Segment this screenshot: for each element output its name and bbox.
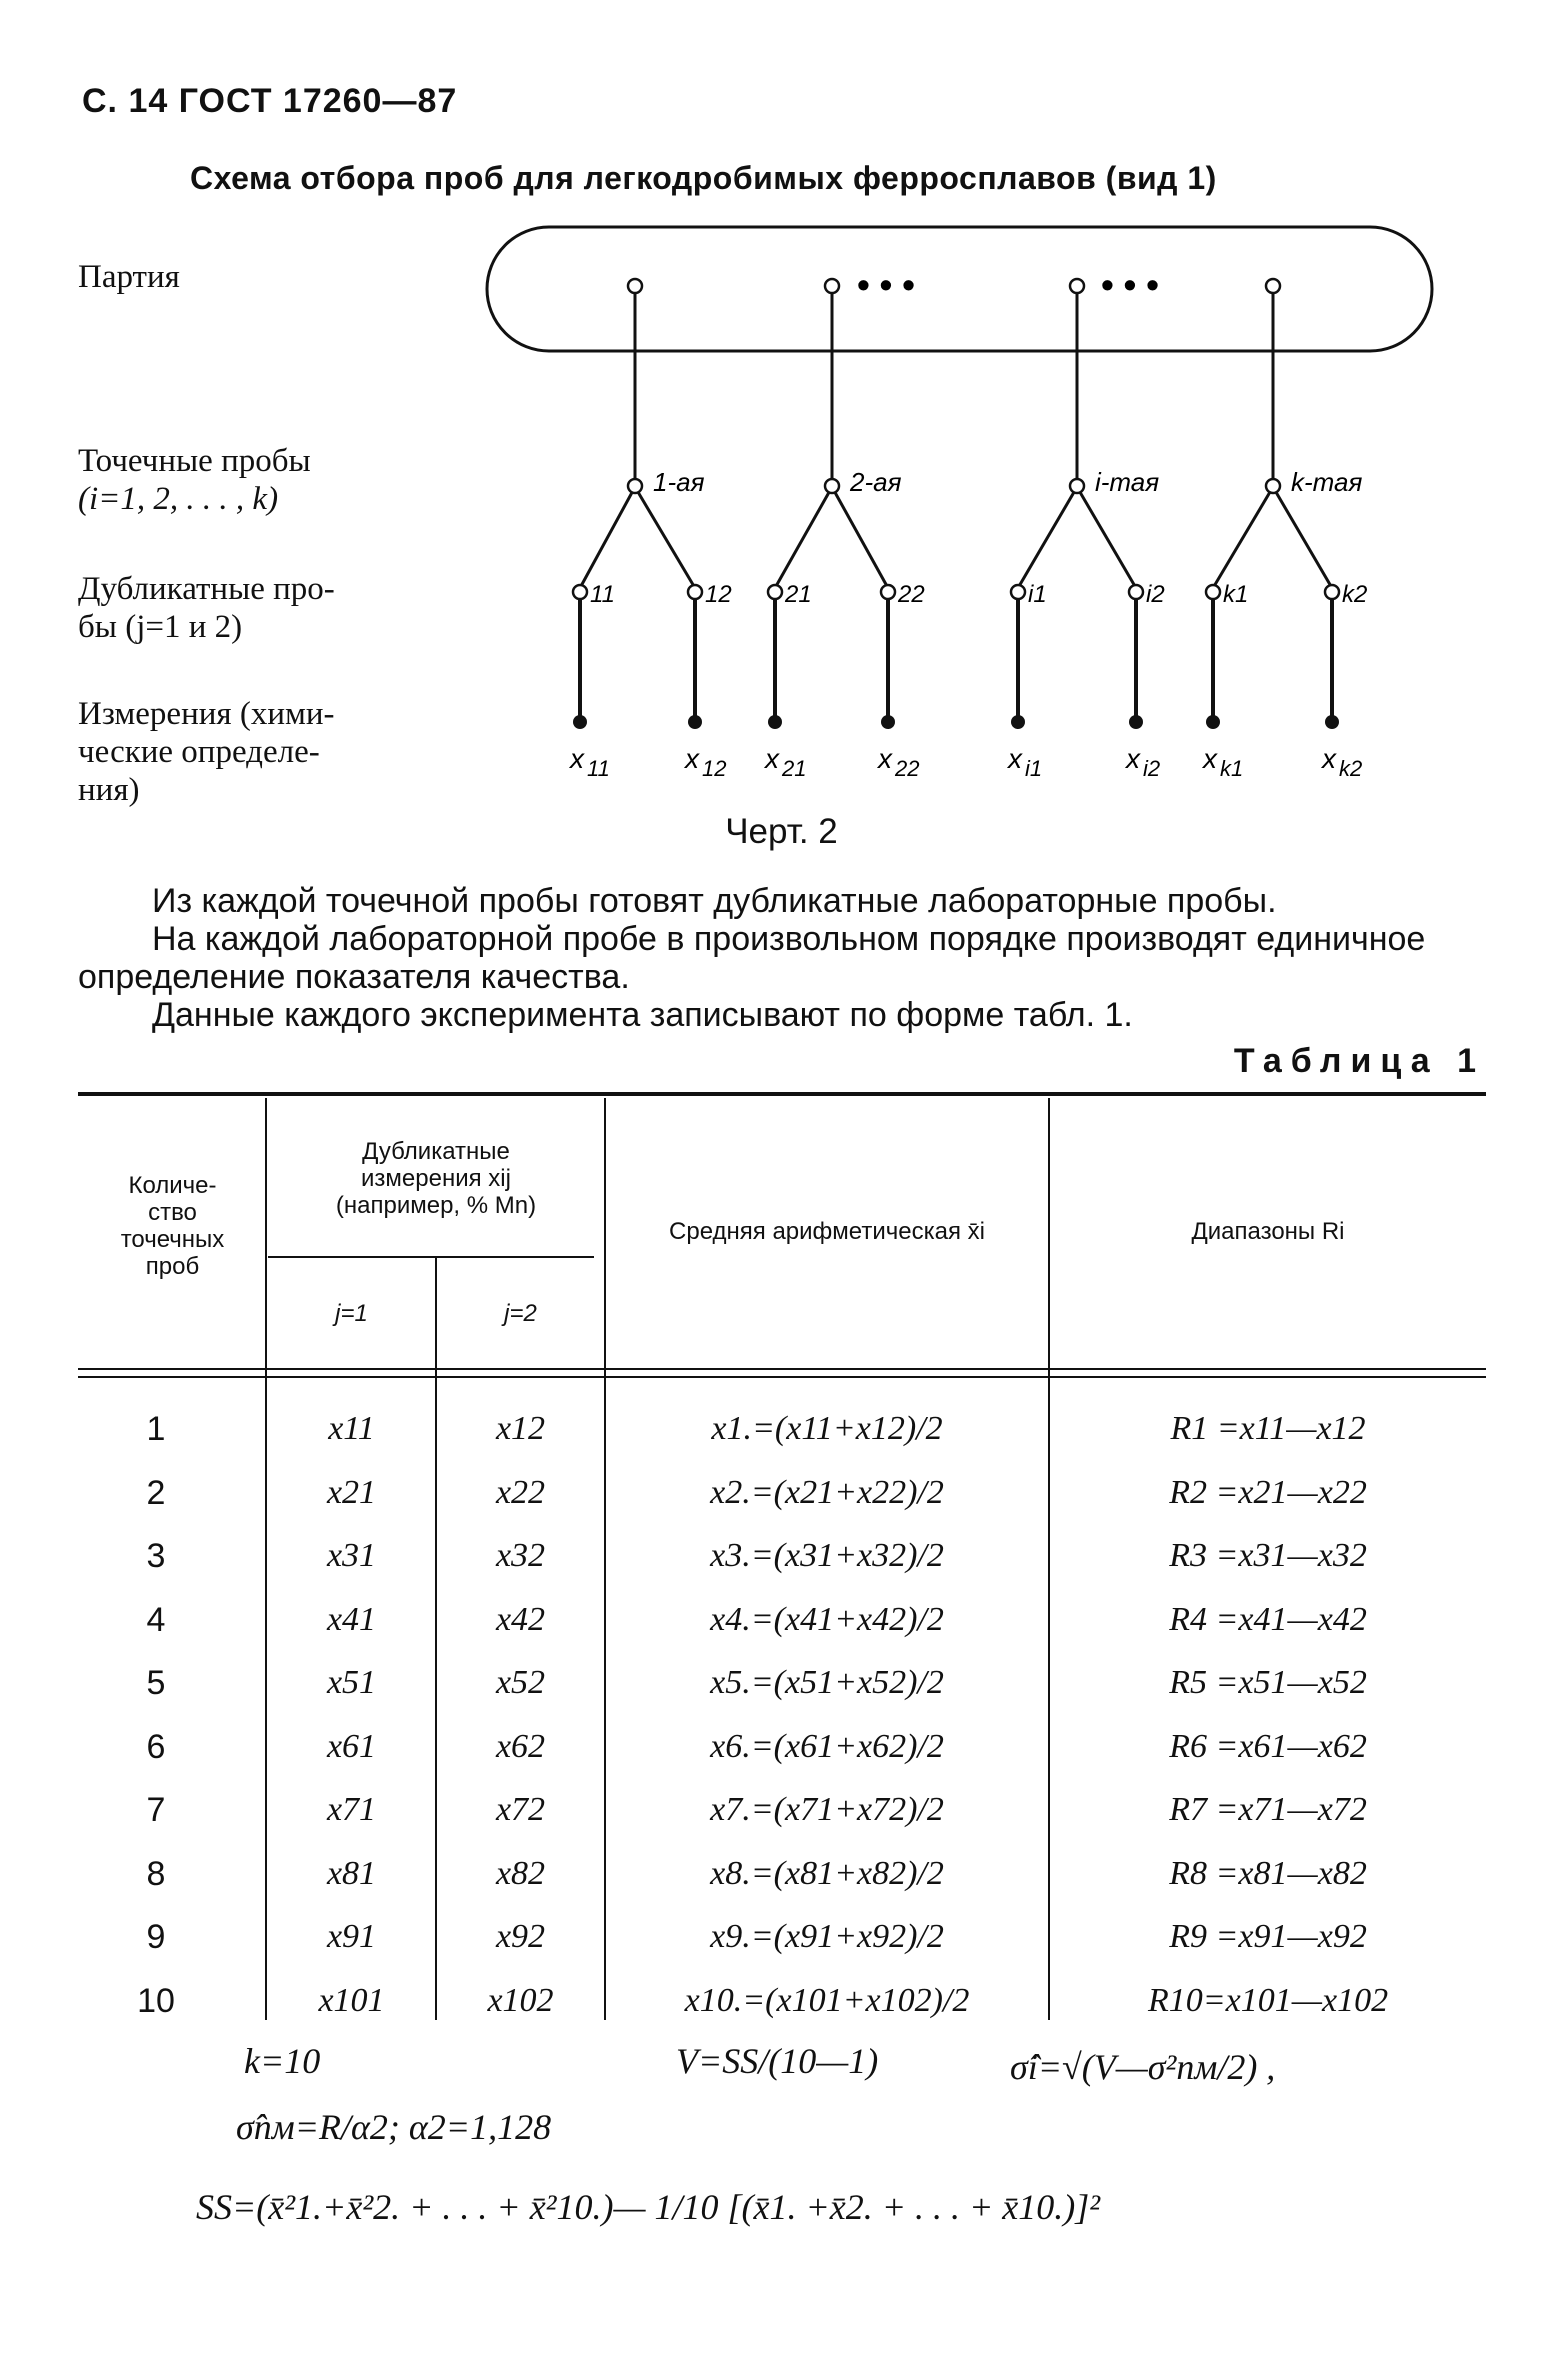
cell-dup-j1: x61 bbox=[326, 1727, 377, 1765]
header-count bbox=[80, 1172, 265, 1280]
cell-mean: x1.=(x11+x12)/2 bbox=[711, 1410, 943, 1447]
cell-dup-j2: x22 bbox=[495, 1473, 546, 1511]
table-rule bbox=[268, 1256, 594, 1258]
batch-node bbox=[1070, 279, 1084, 293]
sampling-scheme-diagram bbox=[0, 0, 1563, 840]
label-line: бы (j=1 и 2) bbox=[78, 609, 243, 645]
cell-mean: x9.=(x91+x92)/2 bbox=[710, 1918, 944, 1955]
label-line: Дубликатные про- bbox=[78, 571, 335, 607]
ellipsis-dots: • • • bbox=[857, 264, 915, 305]
cell-range: R9 =x91—x92 bbox=[1169, 1918, 1367, 1955]
cell-range: R10=x101—x102 bbox=[1147, 1981, 1389, 2019]
cell-mean: x3.=(x31+x32)/2 bbox=[710, 1537, 944, 1574]
table-column-line bbox=[265, 1098, 267, 2020]
measurement-subscript: k2 bbox=[1339, 756, 1363, 781]
branch-line bbox=[1273, 487, 1332, 588]
point-sample-label: 2-ая bbox=[850, 467, 902, 497]
cell-mean: x5.=(x51+x52)/2 bbox=[710, 1664, 944, 1701]
branch-line bbox=[580, 487, 635, 588]
cell-dup-j1: x21 bbox=[326, 1473, 377, 1511]
formula-k: k=10 bbox=[244, 2041, 321, 2081]
header-line: измерения xij bbox=[361, 1165, 511, 1192]
measurement-point bbox=[1129, 715, 1143, 729]
header-line: Количе- bbox=[128, 1172, 217, 1199]
cell-dup-j2: x82 bbox=[495, 1854, 546, 1892]
duplicate-node bbox=[1325, 585, 1339, 599]
measurement-point bbox=[688, 715, 702, 729]
table-rule bbox=[78, 1376, 1486, 1378]
duplicate-label: 11 bbox=[590, 581, 615, 608]
cell-dup-j2: x32 bbox=[495, 1537, 546, 1574]
paragraph: На каждой лабораторной пробе в произвольном порядке производят единичное определение показателя качества. bbox=[78, 920, 1426, 996]
cell-dup-j2: x72 bbox=[495, 1791, 546, 1828]
cell-dup-j1: x81 bbox=[326, 1854, 377, 1892]
measurement-label: x bbox=[878, 743, 892, 774]
label-line: ческие определе- bbox=[78, 734, 320, 770]
label-line: ния) bbox=[78, 772, 140, 808]
duplicate-node bbox=[1129, 585, 1143, 599]
branch-line bbox=[1077, 487, 1136, 588]
point-sample-node bbox=[825, 479, 839, 493]
row-number: 2 bbox=[146, 1473, 166, 1512]
measurement-label: x bbox=[1126, 743, 1140, 774]
cell-dup-j1: x91 bbox=[326, 1918, 377, 1955]
cell-dup-j1: x101 bbox=[318, 1981, 385, 2019]
cell-mean: x4.=(x41+x42)/2 bbox=[710, 1600, 944, 1638]
duplicate-node bbox=[688, 585, 702, 599]
measurement-label: x bbox=[1008, 743, 1022, 774]
point-sample-node bbox=[1070, 479, 1084, 493]
paragraph: Данные каждого эксперимента записывают по форме табл. 1. bbox=[152, 996, 1133, 1034]
scheme-title: Схема отбора проб для легкодробимых ферросплавов (вид 1) bbox=[190, 160, 1217, 196]
cell-range: R3 =x31—x32 bbox=[1169, 1537, 1367, 1574]
branch-line bbox=[1213, 487, 1273, 588]
row-number: 3 bbox=[146, 1537, 166, 1575]
cell-mean: x2.=(x21+x22)/2 bbox=[710, 1473, 944, 1511]
header-line: проб bbox=[145, 1253, 200, 1280]
cell-range: R7 =x71—x72 bbox=[1169, 1791, 1367, 1828]
header-line: Дубликатные bbox=[362, 1138, 510, 1165]
duplicate-node bbox=[573, 585, 587, 599]
cell-dup-j2: x92 bbox=[495, 1918, 546, 1955]
cell-dup-j1: x51 bbox=[326, 1664, 377, 1701]
header-range: Диапазоны Ri bbox=[1191, 1218, 1345, 1245]
label-line: (i=1, 2, . . . , k) bbox=[78, 481, 279, 517]
row-number: 6 bbox=[146, 1727, 166, 1766]
cell-mean: x8.=(x81+x82)/2 bbox=[710, 1854, 944, 1892]
row-number: 8 bbox=[146, 1854, 166, 1893]
formula-ss: SS=(x̄²1.+x̄²2. + . . . + x̄²10.)— 1/10 [(x̄1. +x̄2. + . . . + x̄10.)]² bbox=[196, 2187, 1101, 2227]
cell-range: R2 =x21—x22 bbox=[1169, 1473, 1367, 1511]
row-number: 7 bbox=[146, 1791, 166, 1829]
measurement-subscript: k1 bbox=[1220, 756, 1244, 781]
row-number: 4 bbox=[146, 1600, 166, 1639]
duplicate-label: i2 bbox=[1146, 581, 1165, 608]
duplicate-node bbox=[1206, 585, 1220, 599]
point-sample-node bbox=[1266, 479, 1280, 493]
header-line: (например, % Мn) bbox=[335, 1192, 537, 1219]
cell-dup-j2: x42 bbox=[495, 1600, 546, 1638]
header-line: ство bbox=[148, 1199, 197, 1226]
branch-line bbox=[1018, 487, 1077, 588]
measurement-point bbox=[1011, 715, 1025, 729]
row-number: 9 bbox=[146, 1918, 166, 1956]
sample-groups bbox=[568, 279, 1367, 781]
cell-dup-j2: x52 bbox=[495, 1664, 546, 1701]
duplicate-node bbox=[881, 585, 895, 599]
cell-range: R4 =x41—x42 bbox=[1169, 1600, 1367, 1638]
measurement-label: x bbox=[685, 743, 699, 774]
header-j1: j=1 bbox=[335, 1300, 368, 1327]
measurement-point bbox=[573, 715, 587, 729]
duplicate-label: k1 bbox=[1223, 581, 1249, 608]
table-title: Таблица 1 bbox=[1233, 1042, 1485, 1080]
cell-dup-j2: x62 bbox=[495, 1727, 546, 1765]
measurement-subscript: 11 bbox=[587, 756, 610, 781]
measurement-subscript: 22 bbox=[895, 756, 920, 781]
figure-caption: Черт. 2 bbox=[725, 812, 838, 851]
cell-dup-j2: x12 bbox=[495, 1410, 546, 1447]
measurement-point bbox=[1206, 715, 1220, 729]
row-number: 5 bbox=[146, 1664, 166, 1702]
branch-line bbox=[775, 487, 832, 588]
cell-range: R1 =x11—x12 bbox=[1170, 1410, 1366, 1447]
row-number: 1 bbox=[146, 1410, 166, 1448]
duplicate-label: k2 bbox=[1342, 581, 1368, 608]
row-number: 10 bbox=[137, 1981, 175, 2020]
point-sample-label: 1-ая bbox=[653, 467, 705, 497]
measurement-subscript: i2 bbox=[1143, 756, 1161, 781]
measurement-subscript: 12 bbox=[702, 756, 727, 781]
duplicate-label: 22 bbox=[898, 581, 925, 608]
measurement-subscript: i1 bbox=[1025, 756, 1043, 781]
duplicate-node bbox=[1011, 585, 1025, 599]
formula-sigma-i: σ̂i=√(V—σ²пм/2) , bbox=[1010, 2047, 1276, 2087]
batch-node bbox=[825, 279, 839, 293]
header-duplicates bbox=[268, 1138, 604, 1219]
table-column-line bbox=[435, 1258, 437, 2020]
duplicate-label: 12 bbox=[705, 581, 732, 608]
cell-range: R6 =x61—x62 bbox=[1169, 1727, 1367, 1765]
batch-node bbox=[628, 279, 642, 293]
label-line: Измерения (хими- bbox=[78, 696, 335, 732]
table-rule bbox=[78, 1368, 1486, 1370]
measurement-point bbox=[881, 715, 895, 729]
header-line: точечных bbox=[120, 1226, 225, 1253]
label-batch: Партия bbox=[78, 259, 180, 295]
label-line: Точечные пробы bbox=[78, 443, 311, 479]
measurement-label: x bbox=[570, 743, 584, 774]
cell-dup-j2: x102 bbox=[487, 1981, 554, 2019]
duplicate-label: 21 bbox=[785, 581, 812, 608]
point-sample-label: k-тая bbox=[1291, 467, 1363, 497]
formula-v: V=SS/(10—1) bbox=[676, 2041, 879, 2081]
branch-line bbox=[832, 487, 888, 588]
measurement-label: x bbox=[1203, 743, 1217, 774]
measurement-subscript: 21 bbox=[782, 756, 807, 781]
point-sample-node bbox=[628, 479, 642, 493]
measurement-point bbox=[1325, 715, 1339, 729]
cell-range: R5 =x51—x52 bbox=[1169, 1664, 1367, 1701]
header-mean: Средняя арифметическая x̄i bbox=[669, 1218, 985, 1245]
cell-mean: x10.=(x101+x102)/2 bbox=[684, 1981, 970, 2019]
cell-dup-j1: x41 bbox=[326, 1600, 377, 1638]
ellipsis-dots: • • • bbox=[1101, 264, 1159, 305]
paragraph: Из каждой точечной пробы готовят дубликатные лабораторные пробы. bbox=[152, 882, 1277, 920]
measurement-point bbox=[768, 715, 782, 729]
cell-range: R8 =x81—x82 bbox=[1169, 1854, 1367, 1892]
duplicate-label: i1 bbox=[1028, 581, 1047, 608]
cell-dup-j1: x11 bbox=[328, 1410, 375, 1447]
duplicate-node bbox=[768, 585, 782, 599]
formula-sigma-pm: σ̂пм=R/α2; α2=1,128 bbox=[236, 2107, 552, 2147]
cell-mean: x6.=(x61+x62)/2 bbox=[710, 1727, 944, 1765]
measurement-label: x bbox=[765, 743, 779, 774]
cell-dup-j1: x71 bbox=[326, 1791, 377, 1828]
batch-node bbox=[1266, 279, 1280, 293]
header-j2: j=2 bbox=[504, 1300, 537, 1327]
cell-mean: x7.=(x71+x72)/2 bbox=[710, 1791, 944, 1828]
measurement-label: x bbox=[1322, 743, 1336, 774]
page-header: С. 14 ГОСТ 17260—87 bbox=[82, 82, 458, 120]
cell-dup-j1: x31 bbox=[326, 1537, 377, 1574]
table-rule bbox=[78, 1092, 1486, 1096]
branch-line bbox=[635, 487, 695, 588]
point-sample-label: i-тая bbox=[1095, 467, 1160, 497]
